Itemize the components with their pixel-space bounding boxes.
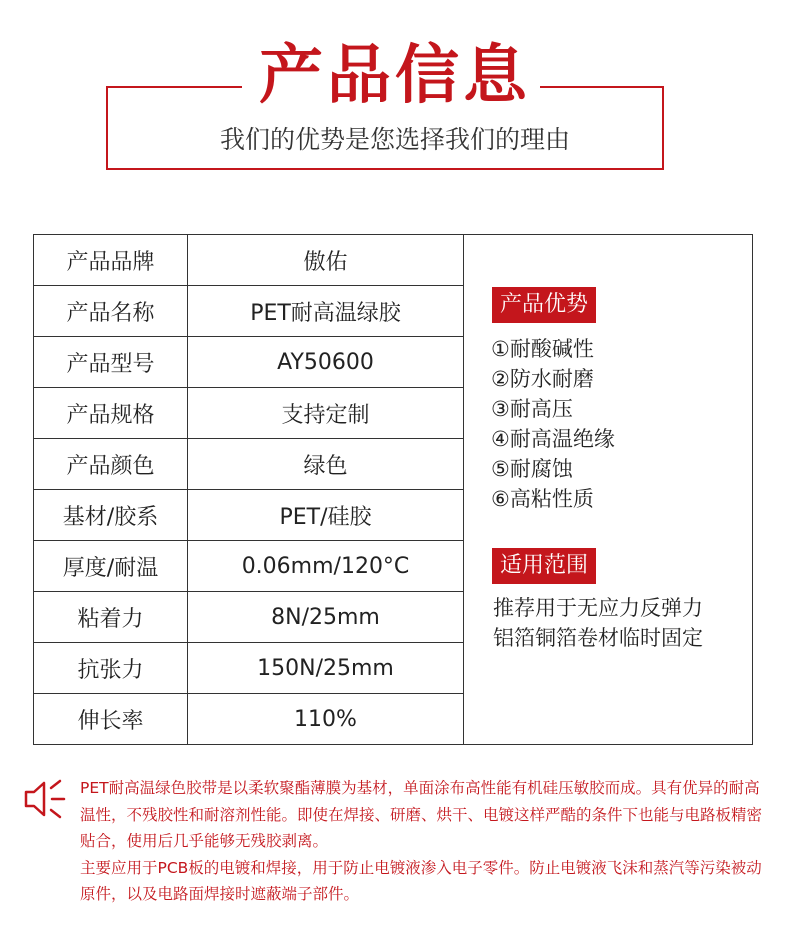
advantage-item: ①耐酸碱性 — [491, 337, 594, 361]
advantage-item: ②防水耐磨 — [491, 367, 594, 391]
spec-label: 产品型号 — [34, 337, 188, 388]
spec-label: 产品颜色 — [34, 439, 188, 490]
spec-row — [34, 388, 464, 439]
spec-label: 伸长率 — [34, 694, 188, 745]
usage-tag: 适用范围 — [492, 548, 596, 584]
usage-line: 铝箔铜箔卷材临时固定 — [493, 626, 703, 650]
advantage-item: ④耐高温绝缘 — [491, 427, 615, 451]
spec-value: PET耐高温绿胶 — [188, 286, 464, 337]
description-paragraph: PET耐高温绿色胶带是以柔软聚酯薄膜为基材，单面涂布高性能有机硅压敏胶而成。具有优异的耐高温性，不残胶性和耐溶剂性能。即使在焊接、研磨、烘干、电镀这样严酷的条件下也能与电路板精密贴合，使用后几乎能够无残胶剥离。 — [80, 779, 763, 850]
spec-value: 傲佑 — [188, 235, 464, 286]
spec-row — [34, 541, 464, 592]
feature-panel — [463, 234, 753, 745]
spec-value: 绿色 — [188, 439, 464, 490]
spec-label: 粘着力 — [34, 592, 188, 643]
spec-value: PET/硅胶 — [188, 490, 464, 541]
spec-value: 0.06mm/120°C — [188, 541, 464, 592]
spec-row — [34, 592, 464, 643]
advantages-tag: 产品优势 — [492, 287, 596, 323]
spec-row — [34, 694, 464, 745]
description-paragraph: 主要应用于PCB板的电镀和焊接，用于防止电镀液渗入电子零件。防止电镀液飞沫和蒸汽等污染被动原件，以及电路面焊接时遮蔽端子部件。 — [80, 858, 762, 903]
page-subtitle: 我们的优势是您选择我们的理由 — [219, 125, 570, 154]
spec-value: AY50600 — [188, 337, 464, 388]
spec-label: 基材/胶系 — [34, 490, 188, 541]
spec-value: 150N/25mm — [188, 643, 464, 694]
spec-row — [34, 643, 464, 694]
product-description — [80, 775, 770, 908]
spec-value: 8N/25mm — [188, 592, 464, 643]
advantage-item: ⑥高粘性质 — [491, 487, 594, 511]
spec-label: 产品名称 — [34, 286, 188, 337]
spec-row — [34, 490, 464, 541]
spec-table — [33, 234, 464, 745]
spec-label: 产品品牌 — [34, 235, 188, 286]
usage-text — [493, 593, 743, 653]
spec-row — [34, 439, 464, 490]
spec-label: 抗张力 — [34, 643, 188, 694]
spec-label: 产品规格 — [34, 388, 188, 439]
spec-row — [34, 235, 464, 286]
advantage-item: ⑤耐腐蚀 — [491, 457, 573, 481]
spec-row — [34, 337, 464, 388]
advantage-item: ③耐高压 — [491, 397, 573, 421]
page-title: 产品信息 — [259, 39, 531, 113]
spec-value: 支持定制 — [188, 388, 464, 439]
spec-value: 110% — [188, 694, 464, 745]
usage-line: 推荐用于无应力反弹力 — [493, 596, 703, 620]
spec-label: 厚度/耐温 — [34, 541, 188, 592]
spec-row — [34, 286, 464, 337]
advantages-list — [491, 334, 615, 514]
speaker-icon — [22, 776, 68, 822]
